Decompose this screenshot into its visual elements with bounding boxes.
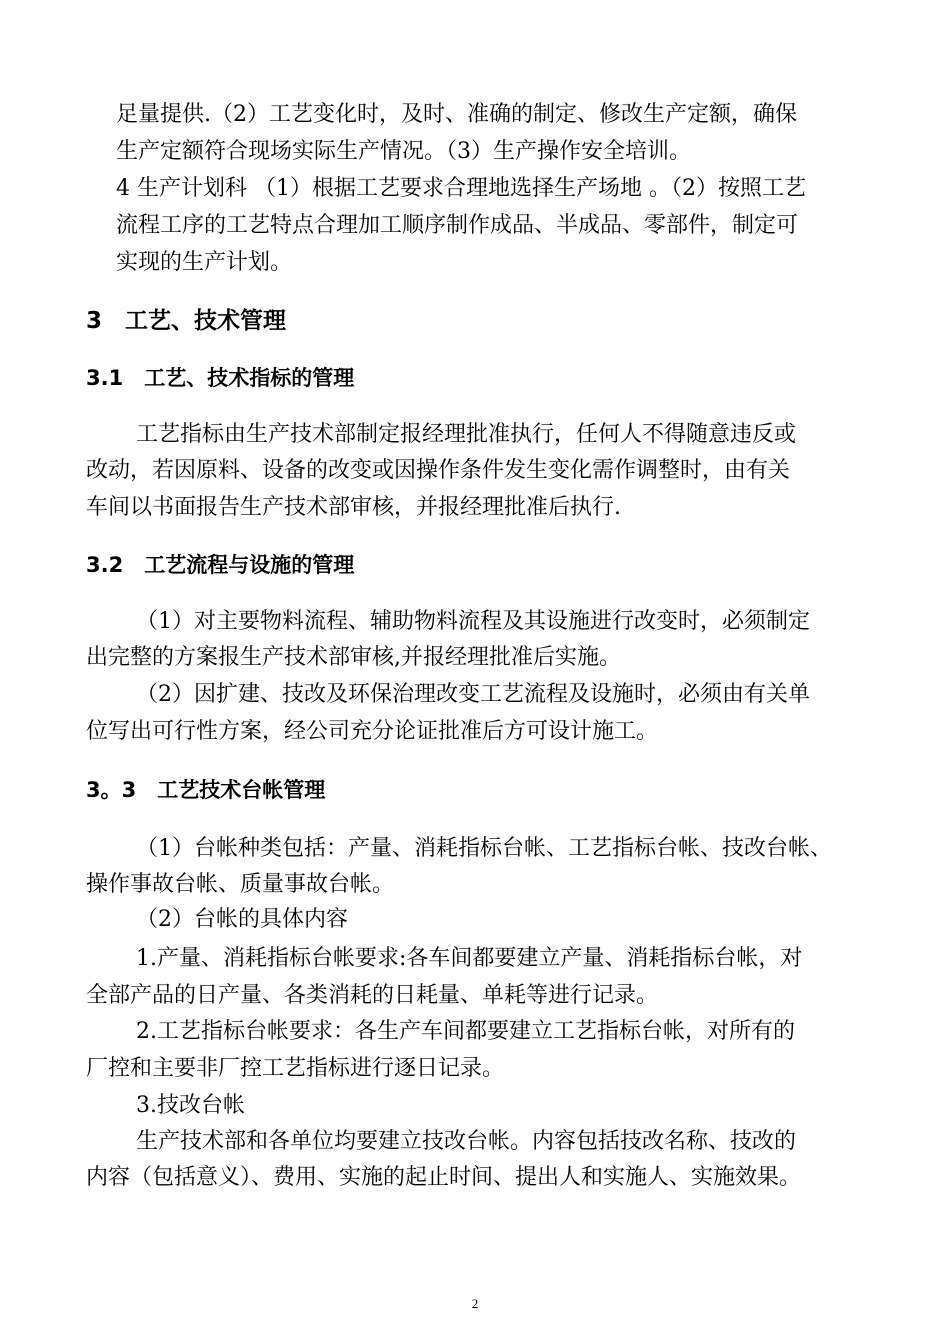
paragraph-line: 1.产量、消耗指标台帐要求:各车间都要建立产量、消耗指标台帐，对 bbox=[136, 946, 803, 971]
paragraph-line: 3.技改台帐 bbox=[136, 1093, 245, 1118]
paragraph-line: 全部产品的日产量、各类消耗的日耗量、单耗等进行记录。 bbox=[86, 983, 659, 1008]
paragraph-line: 4 生产计划科 （1）根据工艺要求合理地选择生产场地 。（2）按照工艺 bbox=[116, 176, 806, 201]
paragraph-line: 足量提供.（2）工艺变化时，及时、准确的制定、修改生产定额，确保 bbox=[116, 102, 797, 127]
paragraph-line: （2）因扩建、技改及环保治理改变工艺流程及设施时，必须由有关单 bbox=[136, 682, 810, 707]
subsection-heading: 3.2 工艺流程与设施的管理 bbox=[86, 553, 355, 577]
paragraph-line: 实现的生产计划。 bbox=[116, 250, 293, 275]
paragraph-line: 厂控和主要非厂控工艺指标进行逐日记录。 bbox=[86, 1056, 505, 1081]
subsection-heading: 3。3 工艺技术台帐管理 bbox=[86, 778, 326, 802]
paragraph-line: 工艺指标由生产技术部制定报经理批准执行，任何人不得随意违反或 bbox=[136, 422, 797, 447]
paragraph-line: 生产技术部和各单位均要建立技改台帐。内容包括技改名称、技改的 bbox=[136, 1129, 797, 1154]
paragraph-line: 流程工序的工艺特点合理加工顺序制作成品、半成品、零部件，制定可 bbox=[116, 213, 799, 238]
paragraph-line: （2）台帐的具体内容 bbox=[136, 907, 348, 932]
paragraph-line: 生产定额符合现场实际生产情况。（3）生产操作安全培训。 bbox=[116, 139, 691, 164]
paragraph-line: 车间以书面报告生产技术部审核，并报经理批准后执行. bbox=[86, 495, 621, 520]
paragraph-line: 改动，若因原料、设备的改变或因操作条件发生变化需作调整时，由有关 bbox=[86, 458, 791, 483]
paragraph-line: 内容（包括意义）、费用、实施的起止时间、提出人和实施人、实施效果。 bbox=[86, 1165, 802, 1190]
paragraph-line: 位写出可行性方案，经公司充分论证批准后方可设计施工。 bbox=[86, 719, 659, 744]
paragraph-line: 出完整的方案报生产技术部审核,并报经理批准后实施。 bbox=[86, 645, 621, 670]
subsection-heading: 3.1 工艺、技术指标的管理 bbox=[86, 366, 355, 390]
paragraph-line: （1）台帐种类包括：产量、消耗指标台帐、工艺指标台帐、技改台帐、 bbox=[136, 836, 832, 861]
paragraph-line: 操作事故台帐、质量事故台帐。 bbox=[86, 872, 395, 897]
section-heading: 3 工艺、技术管理 bbox=[86, 308, 287, 334]
paragraph-line: 2.工艺指标台帐要求：各生产车间都要建立工艺指标台帐，对所有的 bbox=[136, 1019, 795, 1044]
paragraph-line: （1）对主要物料流程、辅助物料流程及其设施进行改变时，必须制定 bbox=[136, 609, 810, 634]
page-number: 2 bbox=[471, 1296, 479, 1311]
